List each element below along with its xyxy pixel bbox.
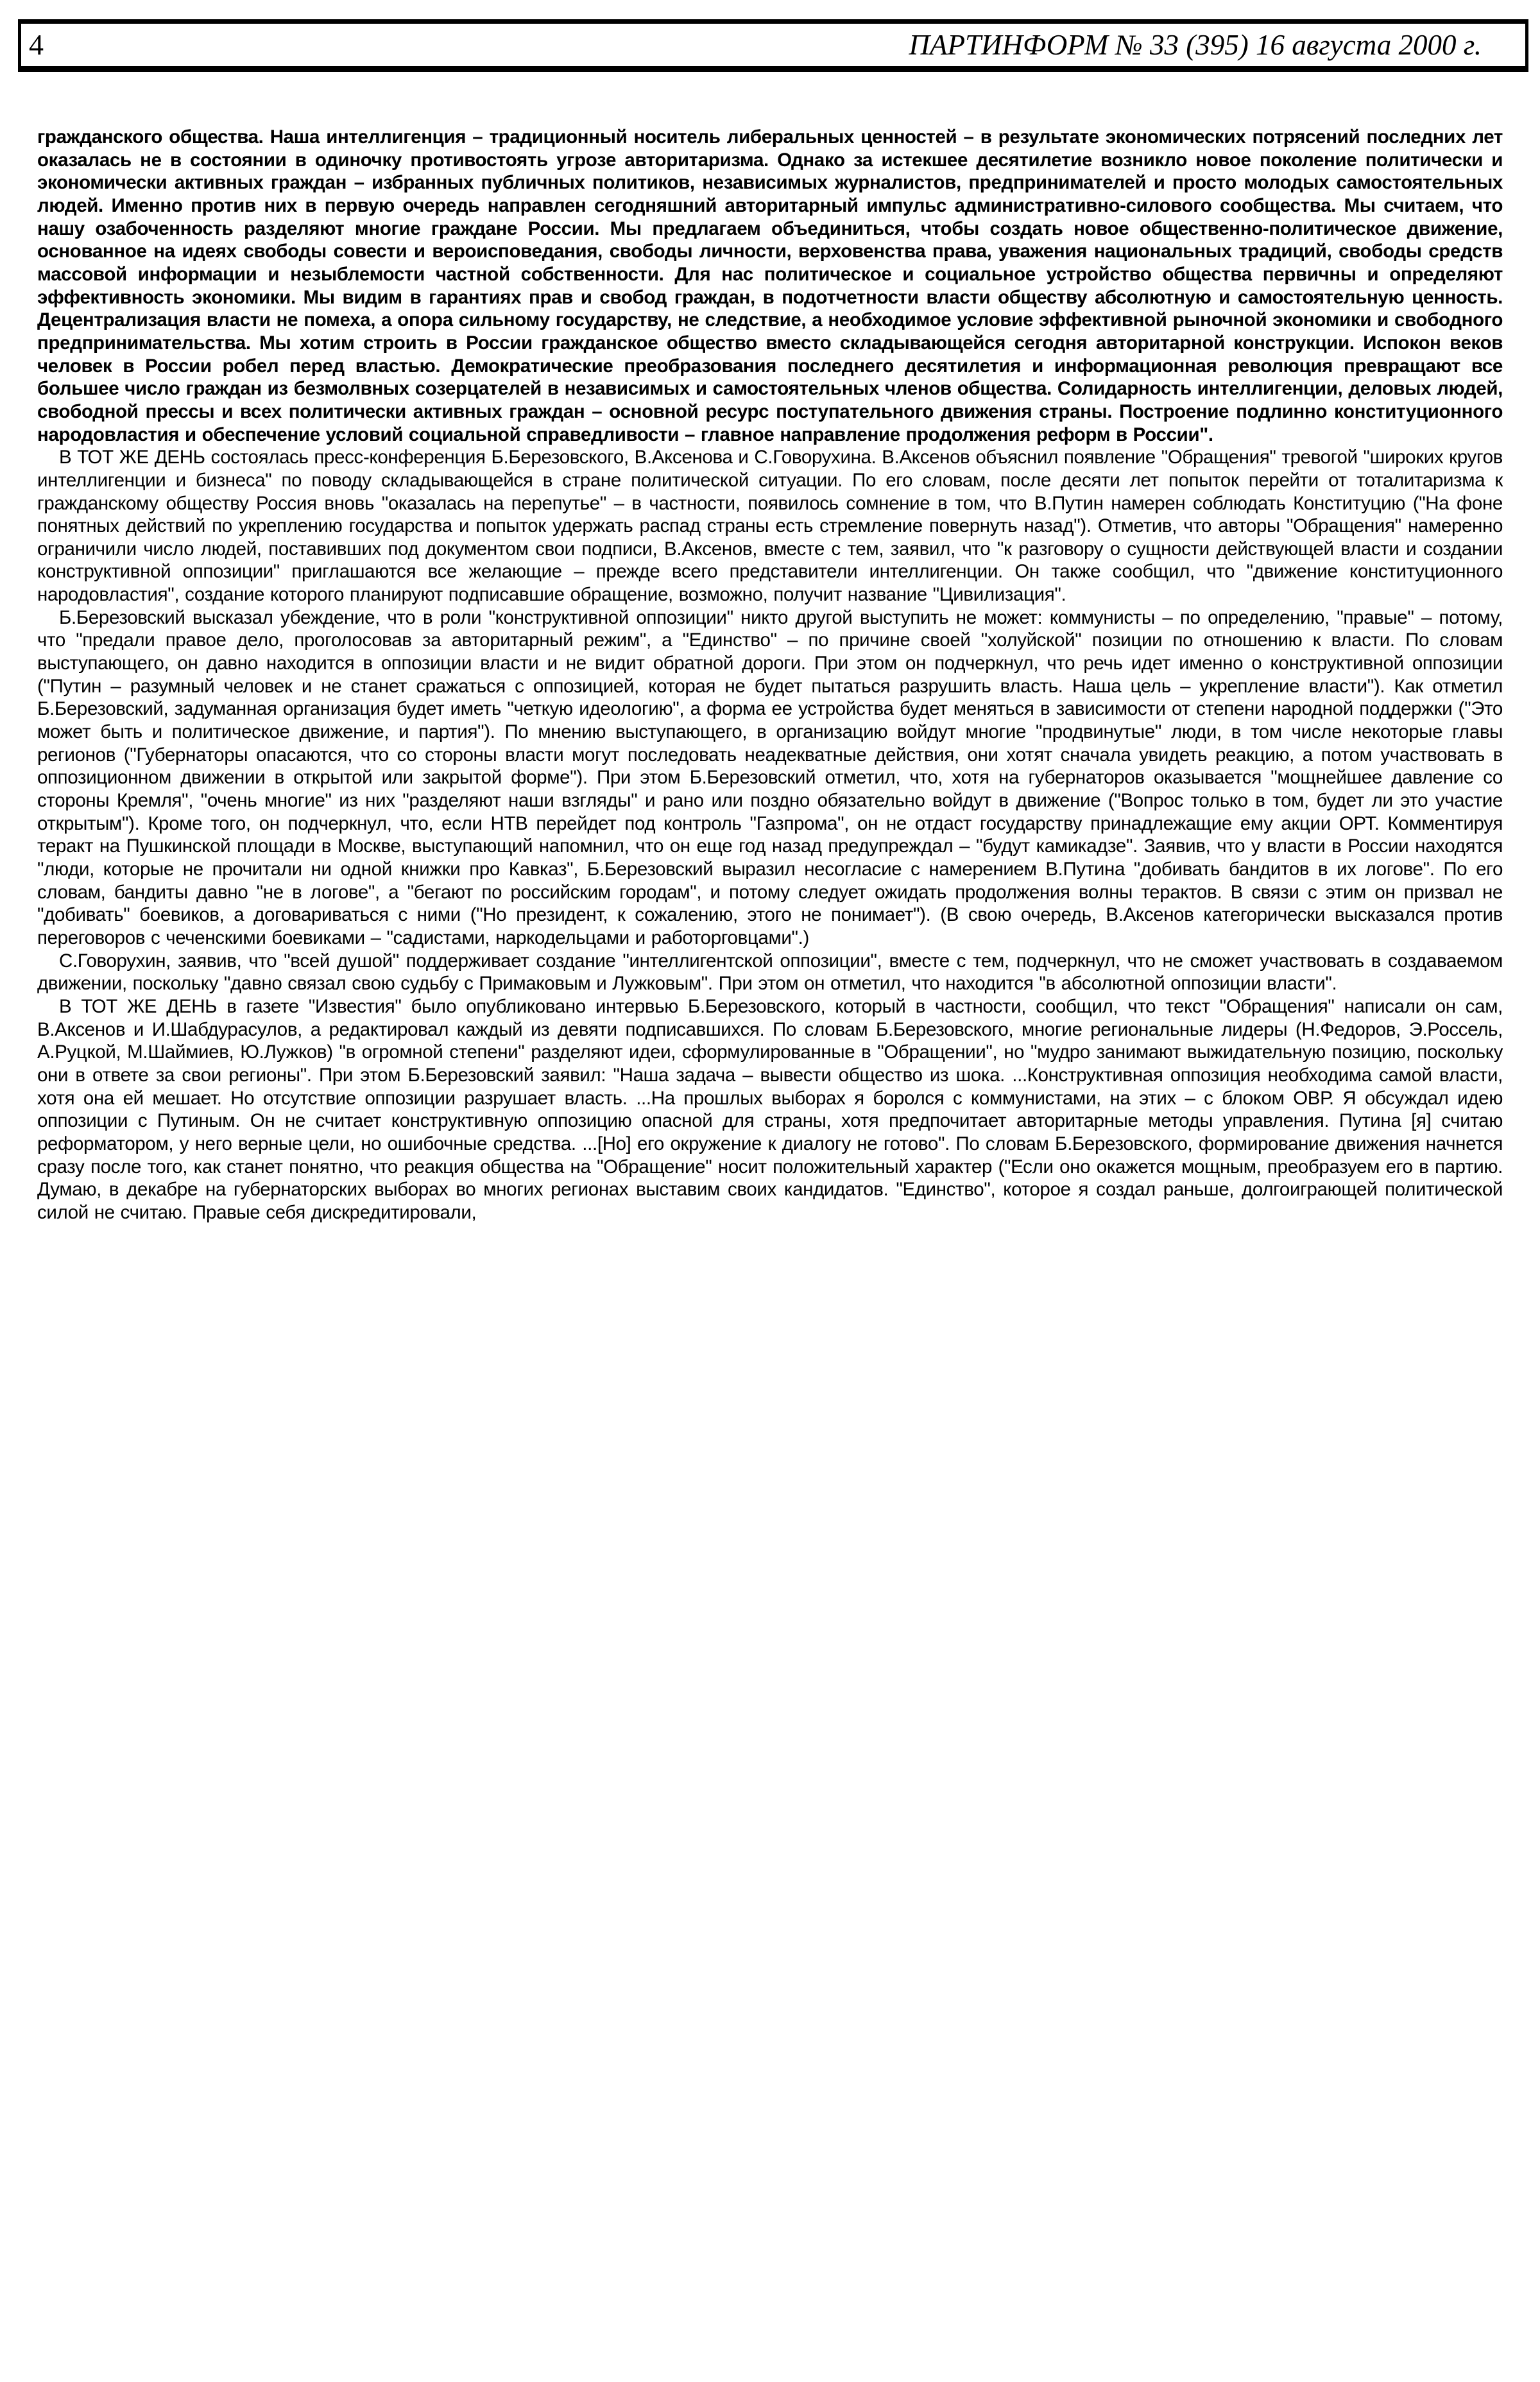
- header-title: ПАРТИНФОРМ № 33 (395) 16 августа 2000 г.: [909, 28, 1482, 61]
- paragraph-berezovsky-statement: Б.Березовский высказал убеждение, что в роли "конструктивной оппозиции" никто другой выступить не может: коммунисты – по определению, "правые" – потому, что "предали правое дело, проголосовав за авторитарный режим", а "Единство" – по причине своей "холуйской" позиции по отношению к власти. По словам выступающего, он давно находится в оппозиции власти и не видит обратной дороги. При этом он подчеркнул, что речь идет именно о конструктивной оппозиции ("Путин – разумный человек и не станет сражаться с оппозицией, которая не будет пытаться разрушить власть. Наша цель – укрепление власти"). Как отметил Б.Березовский, задуманная организация будет иметь "четкую идеологию", а форма ее устройства будет меняться в зависимости от степени народной поддержки ("Это может быть и политическое движение, и партия"). По мнению выступающего, в организацию войдут многие "продвинутые" люди, в том числе некоторые главы регионов ("Губернаторы опасаются, что со стороны власти могут последовать неадекватные действия, они хотят сначала увидеть реакцию, а потом участвовать в оппозиционном движении в открытой или закрытой форме"). При этом Б.Березовский отметил, что, хотя на губернаторов оказывается "мощнейшее давление со стороны Кремля", "очень многие" из них "разделяют наши взгляды" и рано или поздно обязательно войдут в движение ("Вопрос только в том, будет ли это участие открытым"). Кроме того, он подчеркнул, что, если НТВ перейдет под контроль "Газпрома", он не отдаст государству принадлежащие ему акции ОРТ. Комментируя теракт на Пушкинской площади в Москве, выступающий напомнил, что он еще год назад предупреждал – "будут камикадзе". Заявив, что у власти в России находятся "люди, которые не прочитали ни одной книжки про Кавказ", Б.Березовский выразил несогласие с намерением В.Путина "добивать бандитов в их логове". По его словам, бандиты давно "не в логове", а "бегают по российским городам", и потому следует ожидать продолжения волны терактов. В связи с этим он призвал не "добивать" боевиков, а договариваться с ними ("Но президент, к сожалению, этого не понимает"). (В свою очередь, В.Аксенов категорически высказался против переговоров с чеченскими боевиками – "садистами, наркодельцами и работорговцами".): [37, 606, 1503, 948]
- paragraph-appeal-text-continuation: гражданского общества. Наша интеллигенция – традиционный носитель либеральных ценностей – в результате экономических потрясений последних лет оказалась не в состоянии в одиночку противостоять угрозе авторитаризма. Однако за истекшее десятилетие возникло новое поколение политически и экономически активных граждан – избранных публичных политиков, независимых журналистов, предпринимателей и просто молодых самостоятельных людей. Именно против них в первую очередь направлен сегодняшний авторитарный импульс административно-силового сообщества. Мы считаем, что нашу озабоченность разделяют многие граждане России. Мы предлагаем объединиться, чтобы создать новое общественно-политическое движение, основанное на идеях свободы совести и вероисповедания, свободы личности, верховенства права, уважения национальных традиций, свободы средств массовой информации и незыблемости частной собственности. Для нас политическое и социальное устройство общества первичны и определяют эффективность экономики. Мы видим в гарантиях прав и свобод граждан, в подотчетности власти обществу абсолютную и самостоятельную ценность. Децентрализация власти не помеха, а опора сильному государству, не следствие, а необходимое условие эффективной рыночной экономики и свободного предпринимательства. Мы хотим строить в России гражданское общество вместо складывающейся сегодня авторитарной конструкции. Испокон веков человек в России робел перед властью. Демократические преобразования последнего десятилетия и информационная революция превращают все большее число граждан из безмолвных созерцателей в независимых и самостоятельных членов общества. Солидарность интеллигенции, деловых людей, свободной прессы и всех политически активных граждан – основной ресурс поступательного движения страны. Построение подлинно конституционного народовластия и обеспечение условий социальной справедливости – главное направление продолжения реформ в России".: [37, 126, 1503, 445]
- page-number: 4: [29, 28, 44, 61]
- document-body: [37, 126, 1503, 1224]
- page-header: [18, 19, 1528, 72]
- paragraph-izvestia-interview: В ТОТ ЖЕ ДЕНЬ в газете "Известия" было опубликовано интервью Б.Березовского, который в частности, сообщил, что текст "Обращения" написали он сам, В.Аксенов и И.Шабдурасулов, а редактировал каждый из девяти подписавшихся. По словам Б.Березовского, многие региональные лидеры (Н.Федоров, Э.Россель, А.Руцкой, М.Шаймиев, Ю.Лужков) "в огромной степени" разделяют идеи, сформулированные в "Обращении", но "мудро занимают выжидательную позицию, поскольку они в ответе за свои регионы". При этом Б.Березовский заявил: "Наша задача – вывести общество из шока. ...Конструктивная оппозиция необходима самой власти, хотя она ей мешает. Но отсутствие оппозиции разрушает власть. ...На прошлых выборах я боролся с коммунистами, на этих – с блоком ОВР. Я обсуждал идею оппозиции с Путиным. Он не считает конструктивную оппозицию опасной для страны, хотя предпочитает авторитарные методы управления. Путина [я] считаю реформатором, у него верные цели, но ошибочные средства. ...[Но] его окружение к диалогу не готово". По словам Б.Березовского, формирование движения начнется сразу после того, как станет понятно, что реакция общества на "Обращение" носит положительный характер ("Если оно окажется мощным, преобразуем его в партию. Думаю, в декабре на губернаторских выборах во многих регионах выставим своих кандидатов. "Единство", которое я создал раньше, долгоиграющей политической силой не считаю. Правые себя дискредитировали,: [37, 995, 1503, 1223]
- paragraph-press-conference: В ТОТ ЖЕ ДЕНЬ состоялась пресс-конференция Б.Березовского, В.Аксенова и С.Говорухина. В.Аксенов объяснил появление "Обращения" тревогой "широких кругов интеллигенции и бизнеса" по поводу складывающейся в стране политической ситуации. По его словам, после десяти лет попыток перейти от тоталитаризма к гражданскому обществу Россия вновь "оказалась на перепутье" – в частности, появилось сомнение в том, что В.Путин намерен соблюдать Конституцию ("На фоне понятных действий по укреплению государства и попыток удержать распад страны есть стремление повернуть назад"). Отметив, что авторы "Обращения" намеренно ограничили число людей, поставивших под документом свои подписи, В.Аксенов, вместе с тем, заявил, что "к разговору о сущности действующей власти и создании конструктивной оппозиции" приглашаются все желающие – прежде всего представители интеллигенции. Он также сообщил, что "движение конституционного народовластия", создание которого планируют подписавшие обращение, возможно, получит название "Цивилизация".: [37, 447, 1503, 606]
- paragraph-govorukhin-statement: С.Говорухин, заявив, что "всей душой" поддерживает создание "интеллигентской оппозиции", вместе с тем, подчеркнул, что не сможет участвовать в создаваемом движении, поскольку "давно связал свою судьбу с Примаковым и Лужковым". При этом он отметил, что находится "в абсолютной оппозиции власти".: [37, 950, 1503, 995]
